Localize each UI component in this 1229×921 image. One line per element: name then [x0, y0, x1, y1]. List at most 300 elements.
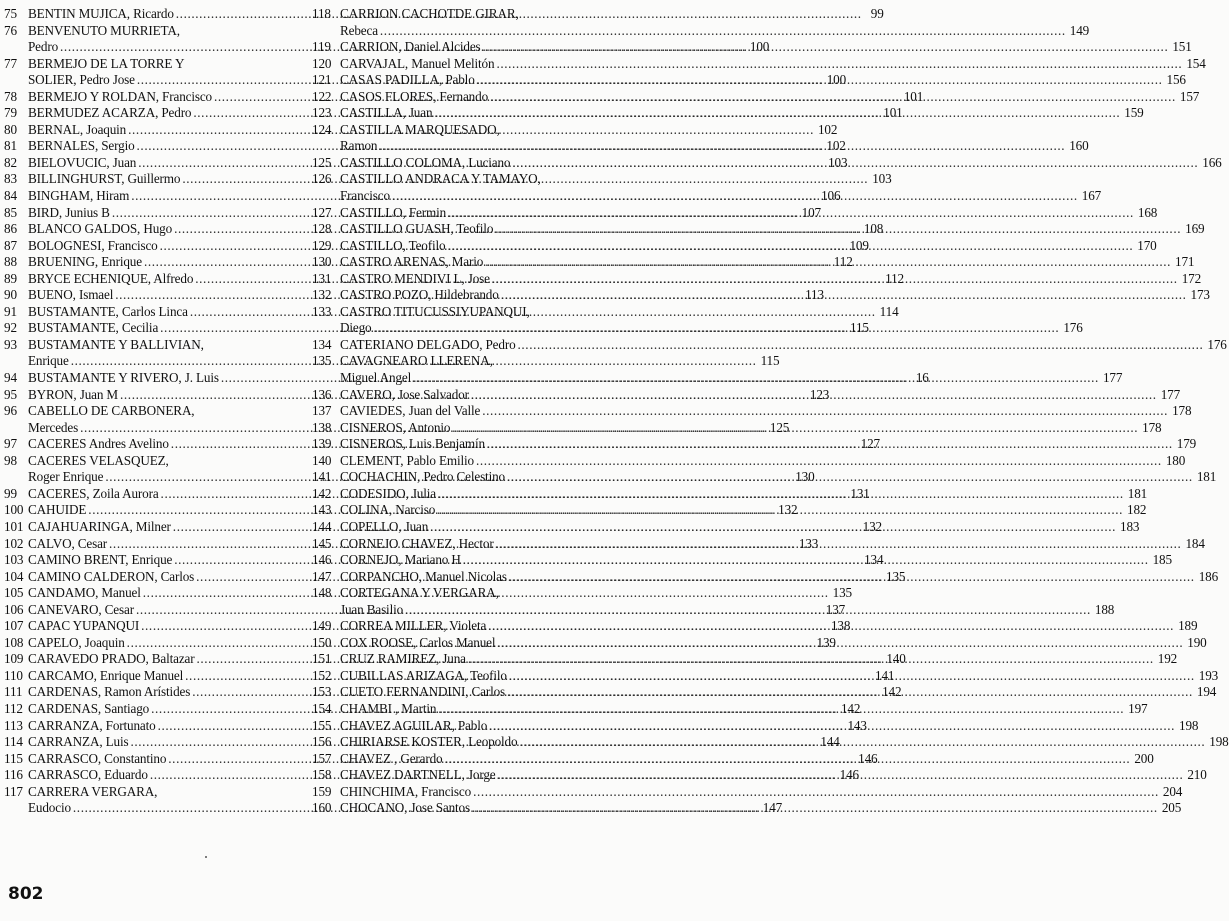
entry-page: 194 — [1196, 684, 1217, 700]
entry-name: CASTRO ARENAS, Mario — [340, 254, 484, 270]
entry-page: 127 — [860, 436, 880, 452]
entry-name: CASTILLO COLOMA, Luciano — [340, 154, 511, 170]
entry-page: 106 — [821, 188, 841, 204]
entry-name: CASTILLA, Juan — [340, 105, 433, 121]
index-entry-heading — [4, 453, 289, 470]
entry-number: 95 — [4, 386, 17, 402]
index-entry — [312, 403, 1192, 420]
entry-number: 146 — [312, 552, 332, 568]
entry-page: 101 — [883, 105, 903, 121]
entry-name-continued: Juan Basilio — [340, 601, 404, 617]
entry-page: 141 — [875, 667, 895, 683]
entry-number: 107 — [4, 618, 24, 634]
entry-name: CACERES VELASQUEZ, — [28, 452, 169, 468]
dot-leader — [494, 56, 1184, 73]
entry-page: 137 — [825, 601, 846, 617]
entry-name-continued: Pedro — [28, 39, 59, 55]
entry-page: 140 — [886, 651, 906, 667]
entry-number: 105 — [4, 585, 24, 601]
entry-name: BENVENUTO MURRIETA, — [28, 22, 180, 38]
entry-name: CARCAMO, Enrique Manuel — [28, 667, 184, 683]
entry-number: 101 — [4, 518, 24, 534]
entry-name: COLINA, Narciso — [340, 502, 436, 518]
entry-name: CHAVEZ AGUILAR, Pablo — [340, 717, 488, 733]
entry-name: CHIRIARSE KOSTER, Leopoldo — [340, 734, 518, 750]
entry-name: CASTRO TITUCUSSIYUPANQUI, — [340, 303, 530, 319]
entry-page: 172 — [1181, 270, 1202, 286]
entry-name: CORREA MILLER, Violeta — [340, 618, 487, 634]
entry-page: 143 — [847, 717, 867, 733]
entry-number: 147 — [312, 568, 332, 584]
entry-page: 103 — [828, 154, 848, 170]
entry-name: CORPANCHO, Manuel Nicolas — [340, 568, 507, 584]
dot-leader — [466, 651, 1156, 668]
entry-name: CASOS FLORES, Fernando — [340, 88, 489, 104]
dot-leader — [516, 337, 1206, 354]
dot-leader — [493, 221, 1183, 238]
entry-page: 192 — [1157, 651, 1178, 667]
entry-name: CRUZ RAMIREZ, Juna — [340, 651, 466, 667]
entry-page: 131 — [850, 485, 870, 501]
entry-number: 102 — [4, 535, 24, 551]
entry-number: 131 — [312, 270, 332, 286]
entry-number: 139 — [312, 436, 332, 452]
entry-number: 152 — [312, 667, 332, 683]
entry-number: 153 — [312, 684, 332, 700]
entry-page: 101 — [903, 88, 924, 104]
entry-page: 171 — [1175, 254, 1195, 270]
entry-page: 200 — [1134, 750, 1154, 766]
entry-name: COPELLO, Juan — [340, 518, 429, 534]
entry-number: 92 — [4, 320, 17, 336]
entry-name-continued: Enrique — [28, 353, 69, 369]
entry-number: 98 — [4, 452, 17, 468]
entry-name: CAVIEDES, Juan del Valle — [340, 403, 481, 419]
entry-name: BERMUDEZ ACARZA, Pedro — [28, 105, 192, 121]
entry-name: BIRD, Junius B — [28, 204, 110, 220]
entry-page: 142 — [882, 684, 902, 700]
dot-leader — [469, 387, 1159, 404]
entry-page: 112 — [833, 254, 853, 270]
dot-leader — [411, 370, 1101, 387]
entry-number: 114 — [4, 734, 23, 750]
entry-name: CACERES Andres Avelino — [28, 436, 169, 452]
entry-name: CARVAJAL, Manuel Melitón — [340, 55, 495, 71]
entry-page: 132 — [862, 518, 882, 534]
entry-name: BILLINGHURST, Guillermo — [28, 171, 181, 187]
entry-name: CISNEROS, Antonio — [340, 419, 451, 435]
entry-page: 183 — [1120, 518, 1140, 534]
entry-page: 177 — [1160, 386, 1181, 402]
entry-page: 197 — [1128, 700, 1148, 716]
entry-name: CHOCANO, Jose Santos — [340, 800, 470, 816]
entry-number: 80 — [4, 121, 17, 137]
entry-number: 129 — [312, 237, 332, 253]
entry-name: BERNAL, Joaquin — [28, 121, 127, 137]
entry-page: 144 — [820, 734, 840, 750]
entry-name: CARRION CACHOTDE GIRAR, — [340, 6, 519, 21]
entry-number: 96 — [4, 403, 17, 419]
entry-number: 94 — [4, 370, 17, 386]
entry-name: BERNALES, Sergio — [28, 138, 135, 154]
entry-name: CASTRO MENDIVI L, Jose — [340, 270, 490, 286]
entry-number: 100 — [4, 502, 24, 518]
entry-page: 198 — [1179, 717, 1199, 733]
entry-number: 85 — [4, 204, 17, 220]
dot-leader — [490, 271, 1180, 288]
entry-number: 157 — [312, 750, 332, 766]
entry-name: CACERES, Zoila Aurora — [28, 485, 159, 501]
entry-number: 118 — [312, 6, 331, 21]
dot-leader — [507, 569, 1197, 586]
entry-page: 142 — [840, 700, 861, 716]
entry-number: 149 — [312, 618, 332, 634]
entry-number: 83 — [4, 171, 17, 187]
entry-page: 147 — [762, 800, 783, 816]
entry-name: CARAVEDO PRADO, Baltazar — [28, 651, 195, 667]
entry-number: 119 — [312, 39, 331, 55]
entry-page: 181 — [1196, 469, 1217, 485]
entry-name: BIELOVUCIC, Juan — [28, 154, 137, 170]
dot-leader — [436, 486, 1126, 503]
entry-name: CANEVARO, Cesar — [28, 601, 134, 617]
entry-page: 149 — [1069, 22, 1090, 38]
index-entry-heading — [312, 6, 596, 23]
entry-number: 140 — [312, 452, 332, 468]
entry-page: 169 — [1185, 221, 1205, 237]
entry-page: 132 — [778, 502, 798, 518]
entry-page: 176 — [1063, 320, 1083, 336]
entry-page: 166 — [1202, 154, 1222, 170]
index-entry-heading — [4, 337, 289, 354]
entry-page: 146 — [839, 767, 860, 783]
page-number: 802 — [8, 884, 44, 904]
dot-leader — [378, 23, 1068, 40]
entry-number: 106 — [4, 601, 24, 617]
entry-name-continued: Rebeca — [340, 22, 378, 38]
print-speck — [205, 856, 207, 858]
entry-name: CHAMBI , Martin — [340, 700, 437, 716]
entry-number: 142 — [312, 485, 332, 501]
entry-number: 87 — [4, 237, 17, 253]
dot-leader — [428, 519, 1118, 536]
entry-number: 90 — [4, 287, 17, 303]
entry-name: CATERIANO DELGADO, Pedro — [340, 336, 516, 352]
entry-page: 157 — [1179, 88, 1200, 104]
entry-name: CLEMENT, Pablo Emilio — [340, 452, 474, 468]
index-entry-heading — [312, 353, 596, 370]
entry-name: BINGHAM, Hiram — [28, 188, 130, 204]
entry-name: CARRERA VERGARA, — [28, 783, 158, 799]
entry-number: 93 — [4, 336, 17, 352]
entry-page: 188 — [1094, 601, 1115, 617]
entry-name: CAMINO CALDERON, Carlos — [28, 568, 195, 584]
entry-name: BOLOGNESI, Francisco — [28, 237, 158, 253]
entry-page: 146 — [858, 750, 878, 766]
entry-number: 132 — [312, 287, 332, 303]
entry-page: 123 — [809, 386, 830, 402]
entry-number: 130 — [312, 254, 332, 270]
entry-page: 103 — [872, 171, 892, 187]
index-entry-heading — [4, 403, 289, 420]
entry-name-continued: Diego — [340, 320, 372, 336]
entry-page: 100 — [826, 72, 847, 88]
entry-page: 181 — [1127, 485, 1148, 501]
entry-page: 178 — [1172, 403, 1192, 419]
entry-name: CASTILLO, Fermin — [340, 204, 447, 220]
entry-number: 86 — [4, 221, 17, 237]
entry-name: CARRANZA, Fortunato — [28, 717, 156, 733]
entry-page: 154 — [1186, 55, 1206, 71]
entry-name: CARRION, Daniel Alcides — [340, 39, 481, 55]
entry-name: CARDENAS, Santiago — [28, 700, 150, 716]
dot-leader — [450, 420, 1140, 437]
entry-name: CUBILLAS ARIZAGA, Teofilo — [340, 667, 507, 683]
entry-name: CODESIDO, Julia — [340, 485, 436, 501]
entry-number: 138 — [312, 419, 332, 435]
entry-name: BLANCO GALDOS, Hugo — [28, 221, 173, 237]
dot-leader — [475, 72, 1165, 89]
entry-number: 103 — [4, 552, 24, 568]
entry-page: 180 — [1165, 452, 1186, 468]
entry-number: 125 — [312, 154, 332, 170]
entry-name-continued: Francisco — [340, 188, 390, 204]
entry-page: 16 — [915, 370, 929, 386]
entry-number: 135 — [312, 353, 332, 369]
index-entry-continuation — [312, 22, 1090, 40]
entry-name: CAPAC YUPANQUI — [28, 618, 140, 634]
entry-page: 160 — [1069, 138, 1089, 154]
entry-page: 102 — [826, 138, 846, 154]
entry-number: 160 — [312, 800, 332, 816]
entry-page: 184 — [1185, 535, 1205, 551]
entry-name: CASTILLO GUASH, Teofilo — [340, 221, 494, 237]
entry-name-continued: Miguel Angel — [340, 370, 412, 386]
index-entry-heading — [312, 122, 596, 139]
entry-number: 113 — [4, 717, 23, 733]
dot-leader — [474, 453, 1164, 470]
dot-leader — [483, 254, 1173, 271]
entry-number: 78 — [4, 88, 17, 104]
dot-leader — [510, 155, 1200, 172]
entry-number: 154 — [312, 700, 332, 716]
dot-leader — [435, 502, 1125, 519]
entry-name: BRUENING, Enrique — [28, 254, 142, 270]
entry-page: 109 — [849, 237, 869, 253]
entry-page: 185 — [1152, 552, 1172, 568]
dot-leader — [494, 536, 1184, 553]
entry-name: BUSTAMANTE, Carlos Linca — [28, 303, 188, 319]
entry-number: 76 — [4, 22, 17, 38]
entry-name: CAJAHUARINGA, Milner — [28, 518, 171, 534]
entry-page: 189 — [1178, 618, 1198, 634]
entry-number: 124 — [312, 121, 332, 137]
entry-name: COX ROOSE, Carlos Manuel — [340, 634, 496, 650]
entry-name: CORTEGANA Y VERGARA, — [340, 585, 499, 601]
entry-number: 89 — [4, 270, 17, 286]
dot-leader — [461, 552, 1151, 569]
entry-page: 108 — [863, 221, 884, 237]
entry-number: 116 — [4, 767, 23, 783]
entry-name: CISNEROS, Luis Benjamín — [340, 436, 485, 452]
entry-name: CANDAMO, Manuel — [28, 585, 141, 601]
index-entry — [312, 783, 1183, 801]
entry-number: 75 — [4, 6, 17, 21]
entry-page: 204 — [1162, 783, 1183, 799]
entry-number: 104 — [4, 568, 24, 584]
entry-page: 130 — [795, 469, 815, 485]
entry-name: CAMINO BRENT, Enrique — [28, 552, 173, 568]
entry-number: 77 — [4, 55, 17, 71]
entry-name: BENTIN MUJICA, Ricardo — [28, 6, 174, 21]
entry-name: BUSTAMANTE, Cecilia — [28, 320, 159, 336]
entry-number: 97 — [4, 436, 17, 452]
entry-name: BUENO, Ismael — [28, 287, 114, 303]
entry-number: 137 — [312, 403, 332, 419]
entry-number: 108 — [4, 634, 24, 650]
entry-page: 139 — [816, 634, 836, 650]
entry-name: CARRASCO, Constantino — [28, 750, 167, 766]
entry-page: 167 — [1081, 188, 1102, 204]
entry-number: 126 — [312, 171, 332, 187]
entry-page: 151 — [1172, 39, 1192, 55]
entry-number: 148 — [312, 585, 332, 601]
entry-page: 115 — [760, 353, 780, 369]
dot-leader — [517, 734, 1207, 751]
entry-number: 88 — [4, 254, 17, 270]
entry-page: 177 — [1102, 370, 1123, 386]
entry-page: 107 — [801, 204, 822, 220]
dot-leader — [436, 701, 1126, 718]
entry-number: 91 — [4, 303, 17, 319]
dot-leader — [505, 684, 1195, 701]
entry-page: 115 — [850, 320, 869, 336]
dot-leader — [481, 39, 1171, 56]
entry-page: 168 — [1137, 204, 1158, 220]
entry-name: CAVERO, Jose Salvador — [340, 386, 469, 402]
entry-page: 112 — [885, 270, 904, 286]
dot-leader — [445, 238, 1135, 255]
entry-name: CALVO, Cesar — [28, 535, 108, 551]
entry-page: 102 — [817, 121, 838, 137]
entry-page: 173 — [1190, 287, 1210, 303]
entry-number: 111 — [4, 684, 23, 700]
entry-name: CAVAGNEARO LLERENA, — [340, 353, 493, 369]
index-entry — [312, 336, 1227, 354]
entry-page: 156 — [1166, 72, 1186, 88]
entry-name-continued: Mercedes — [28, 419, 79, 435]
entry-page: 179 — [1176, 436, 1197, 452]
entry-number: 158 — [312, 767, 332, 783]
entry-name: BERMEJO DE LA TORRE Y — [28, 55, 185, 71]
entry-name: CARRANZA, Luis — [28, 734, 129, 750]
entry-number: 151 — [312, 651, 332, 667]
entry-number: 155 — [312, 717, 332, 733]
entry-number: 127 — [312, 204, 332, 220]
entry-page: 125 — [769, 419, 790, 435]
entry-number: 115 — [4, 750, 23, 766]
entry-number: 79 — [4, 105, 17, 121]
entry-number: 112 — [4, 700, 23, 716]
entry-name-continued: SOLIER, Pedro Jose — [28, 72, 135, 88]
entry-name: CAHUIDE — [28, 502, 87, 518]
entry-number: 141 — [312, 469, 332, 485]
entry-number: 144 — [312, 518, 332, 534]
entry-page: 100 — [749, 39, 770, 55]
entry-name: CASTILLO, Teofilo — [340, 237, 446, 253]
entry-number: 120 — [312, 55, 332, 71]
dot-leader — [470, 800, 1160, 817]
dot-leader — [390, 188, 1080, 205]
entry-number: 145 — [312, 535, 332, 551]
dot-leader — [480, 403, 1170, 420]
entry-name: CORNEJO, Mariano H — [340, 552, 461, 568]
index-entry — [312, 452, 1186, 470]
entry-page: 198 — [1209, 734, 1229, 750]
entry-page: 114 — [879, 303, 899, 319]
entry-name: CASTILLA MARQUESADO, — [340, 121, 500, 137]
entry-number: 117 — [4, 783, 23, 799]
entry-name-continued: Ramon — [340, 138, 378, 154]
dot-leader — [487, 718, 1177, 735]
dot-leader — [471, 784, 1161, 801]
entry-name: CORNEJO CHAVEZ, Hector — [340, 535, 494, 551]
dot-leader — [403, 602, 1093, 619]
entry-name-continued: Eudocio — [28, 800, 71, 816]
dot-leader — [446, 205, 1136, 222]
entry-name: CASTILLO ANDRACA Y TAMAYO, — [340, 171, 541, 187]
entry-page: 138 — [830, 618, 851, 634]
index-entry-heading — [4, 784, 289, 801]
entry-name: CHAVEZ , Gerardo — [340, 750, 443, 766]
dot-leader — [442, 751, 1132, 768]
dot-leader — [377, 138, 1067, 155]
entry-page: 135 — [886, 568, 906, 584]
entry-page: 176 — [1207, 336, 1227, 352]
entry-number: 110 — [4, 667, 23, 683]
dot-leader — [371, 320, 1061, 337]
entry-page: 134 — [864, 552, 884, 568]
entry-number: 159 — [312, 783, 332, 799]
entry-page: 210 — [1187, 767, 1207, 783]
index-entry-heading — [4, 23, 289, 40]
entry-page: 186 — [1198, 568, 1219, 584]
entry-number: 156 — [312, 734, 332, 750]
entry-page: 135 — [832, 585, 852, 601]
dot-leader — [507, 668, 1197, 685]
entry-page: 178 — [1142, 419, 1162, 435]
entry-name: COCHACHIN, Pedro Celestino — [340, 469, 505, 485]
entry-name: CHAVEZ DARTNELL, Jorge — [340, 767, 496, 783]
entry-name: CASAS PADILLA, Pablo — [340, 72, 475, 88]
entry-number: 133 — [312, 303, 332, 319]
entry-number: 136 — [312, 386, 332, 402]
entry-page: 190 — [1187, 634, 1207, 650]
entry-number: 123 — [312, 105, 332, 121]
entry-page: 193 — [1198, 667, 1219, 683]
entry-page: 170 — [1137, 237, 1157, 253]
index-entry-heading — [312, 585, 596, 602]
entry-number: 82 — [4, 154, 17, 170]
index-entry-heading — [312, 304, 596, 321]
entry-name: BERMEJO Y ROLDAN, Francisco — [28, 88, 212, 104]
dot-leader — [495, 635, 1185, 652]
dot-leader — [432, 105, 1122, 122]
index-entry-heading — [4, 56, 289, 73]
entry-name: BUSTAMANTE Y RIVERO, J. Luis — [28, 370, 219, 386]
entry-number: 84 — [4, 188, 17, 204]
entry-number: 150 — [312, 634, 332, 650]
